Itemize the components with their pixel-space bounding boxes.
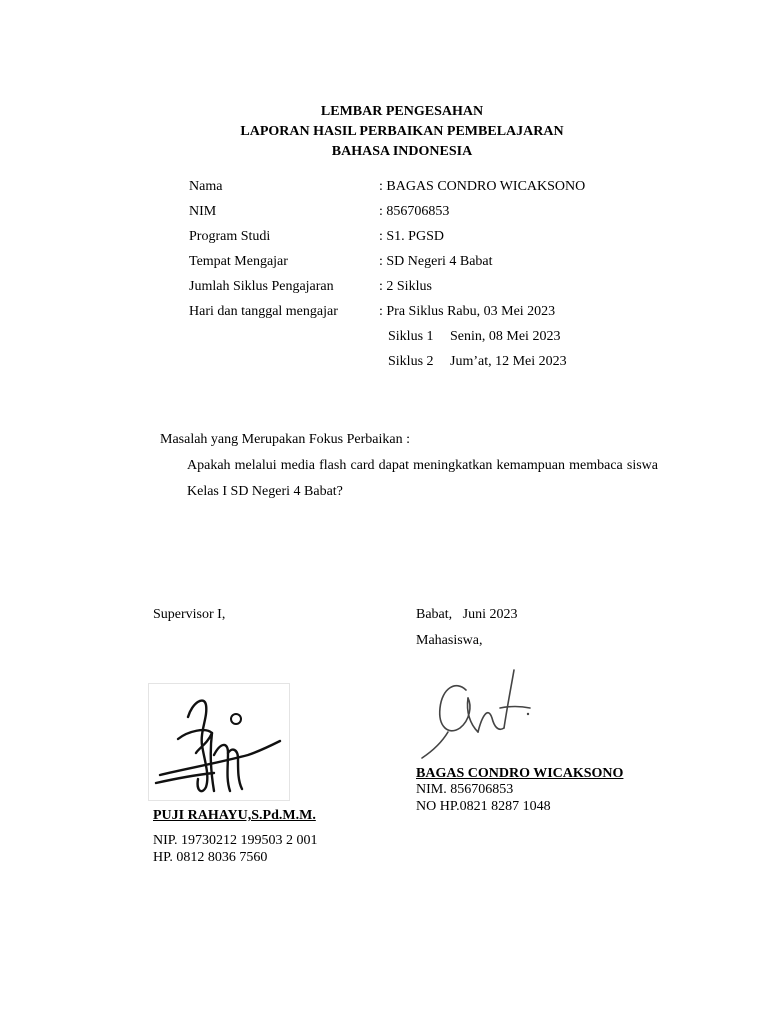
nama-label: Nama bbox=[189, 179, 223, 194]
supervisor-label: Supervisor I, bbox=[153, 607, 226, 622]
title-line-2: LAPORAN HASIL PERBAIKAN PEMBELAJARAN bbox=[240, 124, 564, 139]
siklus-2-label: Siklus 2 bbox=[388, 354, 434, 369]
problem-statement: Apakah melalui media flash card dapat meningkatkan kemampuan membaca siswa Kelas I SD Negeri 4 Babat? bbox=[187, 458, 658, 499]
student-signature-icon bbox=[418, 662, 538, 762]
nim-label: NIM bbox=[189, 204, 217, 219]
nim-value: : 856706853 bbox=[379, 204, 450, 219]
place-date: Babat, Juni 2023 bbox=[416, 607, 518, 622]
supervisor-phone: HP. 0812 8036 7560 bbox=[153, 850, 268, 865]
title-line-3: BAHASA INDONESIA bbox=[331, 144, 473, 159]
jumlah-label: Jumlah Siklus Pengajaran bbox=[189, 279, 334, 294]
tempat-value: : SD Negeri 4 Babat bbox=[379, 254, 493, 269]
tempat-label: Tempat Mengajar bbox=[189, 254, 288, 269]
student-role-label: Mahasiswa, bbox=[416, 633, 483, 648]
student-nim: NIM. 856706853 bbox=[416, 782, 514, 797]
prodi-value: : S1. PGSD bbox=[379, 229, 444, 244]
siklus-2 bbox=[388, 352, 567, 372]
siklus-1 bbox=[388, 327, 561, 347]
hari-label: Hari dan tanggal mengajar bbox=[189, 304, 338, 319]
nama-value: : BAGAS CONDRO WICAKSONO bbox=[379, 179, 586, 194]
jumlah-value: : 2 Siklus bbox=[379, 279, 432, 294]
student-phone: NO HP.0821 8287 1048 bbox=[416, 799, 551, 814]
supervisor-name: PUJI RAHAYU,S.Pd.M.M. bbox=[153, 808, 316, 823]
hari-value: : Pra Siklus Rabu, 03 Mei 2023 bbox=[379, 304, 556, 319]
document-title bbox=[0, 102, 768, 162]
siklus-2-date: Jum’at, 12 Mei 2023 bbox=[450, 354, 567, 369]
siklus-1-label: Siklus 1 bbox=[388, 329, 434, 344]
title-line-1: LEMBAR PENGESAHAN bbox=[320, 104, 484, 119]
student-name: BAGAS CONDRO WICAKSONO bbox=[416, 766, 624, 781]
supervisor-nip: NIP. 19730212 199503 2 001 bbox=[153, 833, 318, 848]
problem-label: Masalah yang Merupakan Fokus Perbaikan : bbox=[160, 432, 410, 447]
siklus-1-date: Senin, 08 Mei 2023 bbox=[450, 329, 561, 344]
supervisor-signature-icon bbox=[148, 683, 290, 801]
prodi-label: Program Studi bbox=[189, 229, 271, 244]
